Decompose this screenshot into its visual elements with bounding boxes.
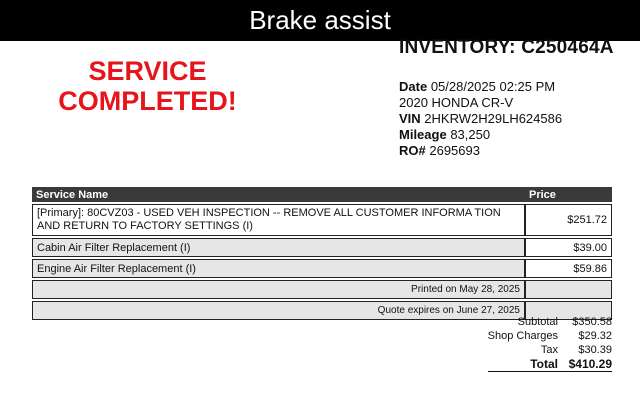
date-line [399, 79, 562, 95]
service-table [32, 185, 612, 322]
header-title: Brake assist [249, 5, 391, 35]
table-row [32, 204, 612, 236]
mileage-value: 83,250 [450, 127, 491, 142]
subtotal-line [470, 315, 612, 329]
service-price: $59.86 [525, 259, 612, 278]
inventory-label: INVENTORY: [399, 37, 516, 58]
printed-date: Printed on May 28, 2025 [32, 280, 525, 299]
service-price: $251.72 [525, 204, 612, 236]
vehicle-info [399, 79, 562, 159]
col-price: Price [525, 187, 612, 202]
table-row [32, 238, 612, 257]
header-bar [0, 0, 640, 41]
inventory-value: C250464A [521, 37, 614, 58]
col-service-name: Service Name [32, 187, 525, 202]
ro-label: RO# [399, 143, 426, 158]
table-header-row [32, 187, 612, 202]
service-status: SERVICE COMPLETED! [58, 56, 237, 116]
vin-label: VIN [399, 111, 421, 126]
date-value: 05/28/2025 02:25 PM [430, 79, 556, 94]
date-label: Date [399, 79, 428, 94]
shop-charges-line [470, 329, 612, 343]
total-value: $410.29 [568, 357, 612, 371]
vin-value: 2HKRW2H29LH624586 [424, 111, 563, 126]
tax-label: Tax [540, 344, 558, 356]
vehicle-model: 2020 HONDA CR-V [399, 95, 514, 110]
totals-block [470, 315, 612, 372]
subtotal-label: Subtotal [517, 316, 558, 328]
tax-line [470, 343, 612, 357]
shop-charges-value: $29.32 [578, 330, 612, 342]
table-row [32, 259, 612, 278]
inventory-number [399, 37, 614, 59]
service-price: $39.00 [525, 238, 612, 257]
tax-value: $30.39 [578, 344, 612, 356]
mileage-line [399, 127, 562, 143]
total-line [488, 357, 612, 372]
ro-line [399, 143, 562, 159]
service-name: [Primary]: 80CVZ03 - USED VEH INSPECTION -- REMOVE ALL CUSTOMER INFORMA TION AND RETURN TO FACTORY SETTINGS (I) [32, 204, 525, 236]
printed-row [32, 280, 612, 299]
vin-line [399, 111, 562, 127]
shop-charges-label: Shop Charges [487, 330, 558, 342]
mileage-label: Mileage [399, 127, 447, 142]
empty-cell [525, 280, 612, 299]
subtotal-value: $350.58 [572, 316, 612, 328]
quote-expiry: Quote expires on June 27, 2025 [32, 301, 525, 320]
service-name: Cabin Air Filter Replacement (I) [32, 238, 525, 257]
service-name: Engine Air Filter Replacement (I) [32, 259, 525, 278]
total-label: Total [530, 357, 558, 371]
ro-value: 2695693 [429, 143, 480, 158]
